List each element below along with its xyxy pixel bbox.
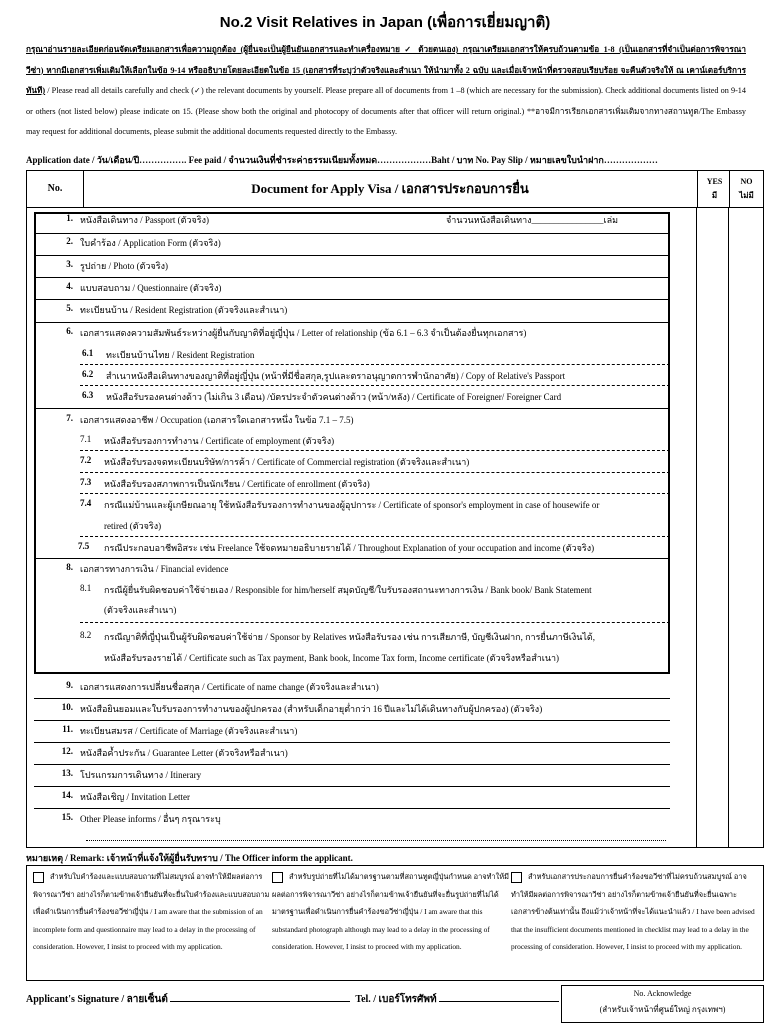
row-divider bbox=[34, 408, 670, 409]
tel-label: Tel. / เบอร์โทรศัพท์ bbox=[355, 994, 437, 1005]
header-no-col: NO ไม่มี bbox=[729, 171, 763, 207]
row-divider bbox=[34, 764, 670, 765]
checkbox[interactable] bbox=[33, 872, 44, 883]
row-divider bbox=[34, 255, 670, 256]
row-divider bbox=[34, 742, 670, 743]
checkbox[interactable] bbox=[511, 872, 522, 883]
row-divider bbox=[34, 299, 670, 300]
checkbox[interactable] bbox=[272, 872, 283, 883]
yes-column-line bbox=[696, 208, 697, 848]
row-divider bbox=[34, 720, 670, 721]
table-header bbox=[26, 170, 764, 208]
row-divider bbox=[34, 558, 670, 559]
row-divider bbox=[34, 322, 670, 323]
notice-incomplete-form[interactable]: สำหรับใบคำร้องและแบบสอบถามที่ไม่สมบูรณ์ อาจทำให้มีผลต่อการพิจารณาวีซ่า อย่างไรก็ตามข้าพเจ้ายืนยันที่จะยื่นใบคำร้องและแบบสอบถามเพื่อดำเนินการยื่นคำร้องขอวีซ่าญี่ปุ่น / I am aware that the submission of an incomplete form and questionnaire may lead to a delay in the processing of consideration. However, I insist to proceed with my application. bbox=[33, 872, 270, 951]
dashed-divider bbox=[80, 364, 670, 365]
intro-text bbox=[26, 40, 746, 143]
row-divider bbox=[34, 233, 670, 234]
other-input-line[interactable] bbox=[86, 840, 666, 841]
signature-line[interactable]: Applicant's Signature / ลายเซ็นต์ Tel. / เบอร์โทรศัพท์ bbox=[26, 992, 559, 1007]
acknowledge-box: No. Acknowledge (สำหรับเจ้าหน้าที่ศูนย์ใหญ่ กรุงเทพฯ) bbox=[561, 985, 764, 1023]
header-no: No. bbox=[27, 171, 84, 207]
row-divider bbox=[34, 277, 670, 278]
notice-documents[interactable]: สำหรับเอกสารประกอบการยื่นคำร้องขอวีซ่าที่ไม่ครบถ้วนสมบูรณ์ อาจทำให้มีผลต่อการพิจารณาวีซ่า อย่างไรก็ตามข้าพเจ้ายืนยันที่จะยื่นเฉพาะเอกสารข้างต้นเท่านั้น ถึงแม้ว่าเจ้าหน้าที่จะได้แนะนำแล้ว / I have been advised that the insufficient documents mentioned in checklist may lead to a delay in the processing of consideration. However, I insist to proceed with my application. bbox=[511, 872, 755, 951]
dashed-divider bbox=[80, 536, 670, 537]
header-yes: YES มี bbox=[697, 171, 731, 207]
notice-photo[interactable]: สำหรับรูปถ่ายที่ไม่ได้มาตรฐานตามที่สถานทูตญี่ปุ่นกำหนด อาจทำให้มีผลต่อการพิจารณาวีซ่า อย่างไรก็ตามข้าพเจ้ายืนยันที่จะยื่นรูปถ่ายที่ไม่ได้มาตรฐานเพื่อดำเนินการยื่นคำร้องขอวีซ่าญี่ปุ่น / I am aware that this substandard photograph although may lead to a delay in the processing of consideration. However, I insist to proceed with my application. bbox=[272, 872, 509, 951]
row-divider bbox=[34, 786, 670, 787]
dashed-divider bbox=[80, 493, 670, 494]
dashed-divider bbox=[80, 622, 670, 623]
no-column-line bbox=[728, 208, 729, 848]
dashed-divider bbox=[80, 450, 670, 451]
form-title: No.2 Visit Relatives in Japan (เพื่อการเยี่ยมญาติ) bbox=[219, 14, 551, 31]
intro-thai: กรุณาอ่านรายละเอียดก่อนจัดเตรียมเอกสารเพื่อความถูกต้อง (ผู้ยื่นจะเป็นผู้ยืนยันเอกสารและทำเครื่องหมาย ✓ ด้วยตนเอง) กรุณาเตรียมเอกสารให้ครบถ้วนตามข้อ 1-8 (เป็นเอกสารที่จำเป็นต่อการพิจารณาวีซ่า) หากมีเอกสารเพิ่มเติมให้เลือกในข้อ 9-14 หรืออธิบายโดยละเอียดในข้อ 15 (เอกสารที่ระบุว่าตัวจริงและสำเนา ให้นำมาทั้ง 2 ฉบับ และเมื่อเจ้าหน้าที่ตรวจสอบเรียบร้อย จะคืนตัวจริงให้ ณ เคาน์เตอร์บริการทันที) bbox=[26, 45, 746, 95]
intro-english: / Please read all details carefully and check (✓) the relevant documents by yourself. Please prepare all of documents from 1 –8 (which are necessary for the submission). Check additional documents listed on 9-14 or others (not listed below) please indicate on 15. (Please show both the original and photocopy of documents after that officer will return original.) **อาจมีการเรียกเอกสารเพิ่มเติมจากทางสถานทูต/The Embassy may request for additional documents, please submit the additional documents requested directly to the Embassy. bbox=[26, 86, 746, 136]
header-document: Document for Apply Visa / เอกสารประกอบการยื่น bbox=[251, 181, 529, 196]
dashed-divider bbox=[80, 385, 670, 386]
dashed-divider bbox=[80, 472, 670, 473]
row-divider bbox=[34, 698, 670, 699]
notice-box bbox=[26, 865, 764, 981]
row-divider bbox=[34, 808, 670, 809]
application-line[interactable]: Application date / วัน/เดือน/ปี……………. Fee paid / จำนวนเงินที่ชำระค่าธรรมเนียมทั้งหมด………………Baht / บาท No. Pay Slip / หมายเลขใบนำฝาก……………… bbox=[26, 155, 658, 165]
remark: หมายเหตุ / Remark: เจ้าหน้าที่แจ้งให้ผู้ยื่นรับทราบ / The Officer inform the applicant. bbox=[26, 853, 353, 863]
